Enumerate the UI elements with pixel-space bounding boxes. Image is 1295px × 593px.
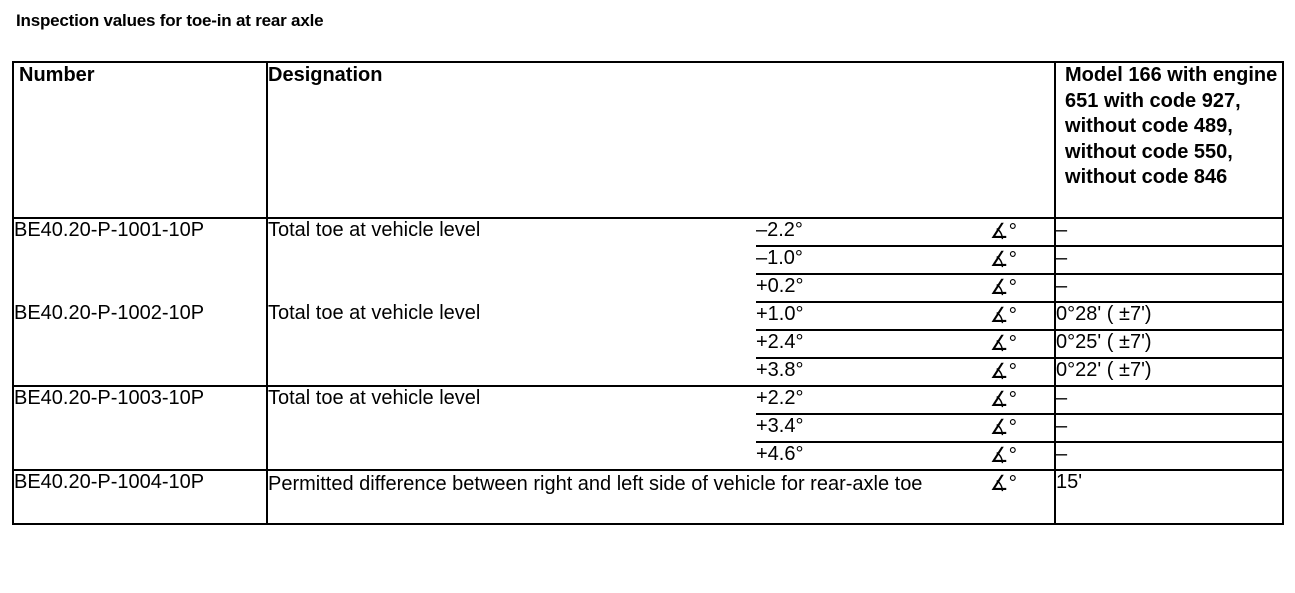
- toe-value: –1.0°: [756, 246, 941, 274]
- row-designation: Total toe at vehicle level: [268, 219, 481, 241]
- angle-icon: ∡°: [989, 304, 1018, 327]
- model-value: –: [1055, 414, 1283, 442]
- model-value: –: [1055, 386, 1283, 414]
- toe-value: +3.8°: [756, 358, 941, 386]
- toe-value: +2.4°: [756, 330, 941, 358]
- toe-value: +0.2°: [756, 274, 941, 302]
- row-number: BE40.20-P-1002-10P: [13, 302, 267, 386]
- toe-value: +4.6°: [756, 442, 941, 470]
- angle-icon: ∡°: [989, 332, 1018, 355]
- row-designation: Total toe at vehicle level: [267, 386, 756, 470]
- angle-icon: ∡°: [989, 388, 1018, 411]
- model-value: 0°28' ( ±7'): [1055, 302, 1283, 330]
- toe-value: +3.4°: [756, 414, 941, 442]
- angle-icon: ∡°: [989, 360, 1018, 383]
- angle-icon: ∡°: [989, 444, 1018, 467]
- angle-icon: ∡°: [989, 276, 1018, 299]
- model-value: –: [1055, 218, 1283, 246]
- model-value: –: [1055, 442, 1283, 470]
- toe-value: +1.0°: [756, 303, 804, 325]
- toe-value: +2.2°: [756, 387, 804, 409]
- inspection-table: [12, 61, 1284, 525]
- header-number: Number: [13, 62, 267, 218]
- table-row: [13, 218, 1283, 246]
- toe-value: –2.2°: [756, 219, 803, 241]
- table-row: [13, 470, 1283, 524]
- model-value: –: [1055, 274, 1283, 302]
- angle-icon: ∡°: [989, 472, 1018, 495]
- model-value: 0°22' ( ±7'): [1055, 358, 1283, 386]
- model-value: 15': [1055, 470, 1283, 524]
- header-model: Model 166 with engine 651 with code 927, without code 489, without code 550, without code 846: [1055, 62, 1283, 218]
- angle-icon: ∡°: [989, 416, 1018, 439]
- row-number: BE40.20-P-1001-10P: [13, 218, 267, 302]
- table-row: [13, 386, 1283, 414]
- table-header-row: [13, 62, 1283, 218]
- angle-icon: ∡°: [989, 248, 1018, 271]
- page-title: Inspection values for toe-in at rear axle: [16, 11, 324, 30]
- model-value: –: [1055, 246, 1283, 274]
- angle-icon: ∡°: [989, 220, 1018, 243]
- row-number: BE40.20-P-1003-10P: [13, 386, 267, 470]
- table-row: [13, 302, 1283, 330]
- row-designation: Total toe at vehicle level: [267, 302, 756, 386]
- header-designation: Designation: [267, 62, 1055, 218]
- row-number: BE40.20-P-1004-10P: [13, 470, 267, 524]
- row-designation: Permitted difference between right and left side of vehicle for rear-axle toe: [267, 470, 941, 524]
- model-value: 0°25' ( ±7'): [1055, 330, 1283, 358]
